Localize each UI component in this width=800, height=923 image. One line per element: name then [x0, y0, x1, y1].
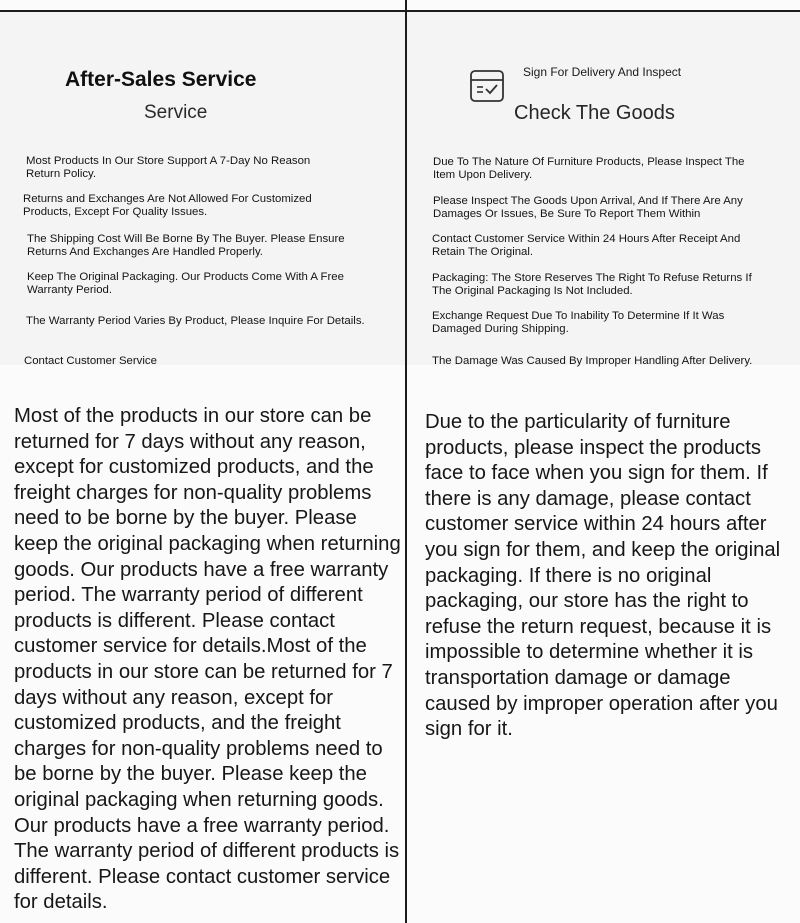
inspection-note-3: Contact Customer Service Within 24 Hours After Receipt And Retain The Original. [432, 233, 741, 258]
inspection-policy-paragraph: Due to the particularity of furniture products, please inspect the products face to face when you sign for them. If there is any damage, please contact customer service within 24 hours after you sign for them, and keep the original packaging. If there is no original packaging, our store has the right to refuse the return request, because it is impossible to determine whether it is transportation damage or damage caused by improper operation after you sign for it. [425, 411, 781, 741]
delivery-box-check-icon [469, 68, 505, 104]
inspection-note-6: The Damage Was Caused By Improper Handling After Delivery. [432, 355, 753, 367]
inspection-subtitle: Sign For Delivery And Inspect [523, 65, 682, 79]
policy-note-2: Returns and Exchanges Are Not Allowed For Customized Products, Except For Quality Issues. [23, 193, 312, 218]
policy-note-4: Keep The Original Packaging. Our Products Come With A Free Warranty Period. [27, 271, 344, 296]
policy-note-5: The Warranty Period Varies By Product, Please Inquire For Details. [26, 315, 365, 327]
inspection-title: Check The Goods [514, 102, 675, 124]
contact-customer-service-label: Contact Customer Service [24, 355, 157, 367]
inspection-note-5: Exchange Request Due To Inability To Determine If It Was Damaged During Shipping. [432, 310, 725, 335]
policy-note-1: Most Products In Our Store Support A 7-Day No Reason Return Policy. [26, 155, 311, 180]
inspection-note-4: Packaging: The Store Reserves The Right To Refuse Returns If The Original Packaging Is Not Included. [432, 272, 752, 297]
return-policy-paragraph: Most of the products in our store can be returned for 7 days without any reason, except for customized products, and the freight charges for non-quality problems need to be borne by the buyer. Please keep the original packaging when returning goods. Our products have a free warranty period. The warranty period of different products is different. Please contact customer service for details.Most of the products in our store can be returned for 7 days without any reason, except for customized products, and the freight charges for non-quality problems need to be borne by the buyer. Please keep the original packaging when returning goods. Our products have a free warranty period. The warranty period of different products is different. Please contact customer service for details. [14, 405, 401, 914]
after-sales-panel [0, 12, 405, 365]
top-divider [0, 10, 800, 12]
inspection-note-2: Please Inspect The Goods Upon Arrival, And If There Are Any Damages Or Issues, Be Sure To Report Them Within [433, 195, 743, 220]
after-sales-title: After-Sales Service [65, 68, 257, 91]
inspection-note-1: Due To The Nature Of Furniture Products, Please Inspect The Item Upon Delivery. [433, 156, 745, 181]
policy-note-3: The Shipping Cost Will Be Borne By The Buyer. Please Ensure Returns And Exchanges Are Handled Properly. [27, 233, 345, 258]
after-sales-subtitle: Service [144, 102, 208, 123]
